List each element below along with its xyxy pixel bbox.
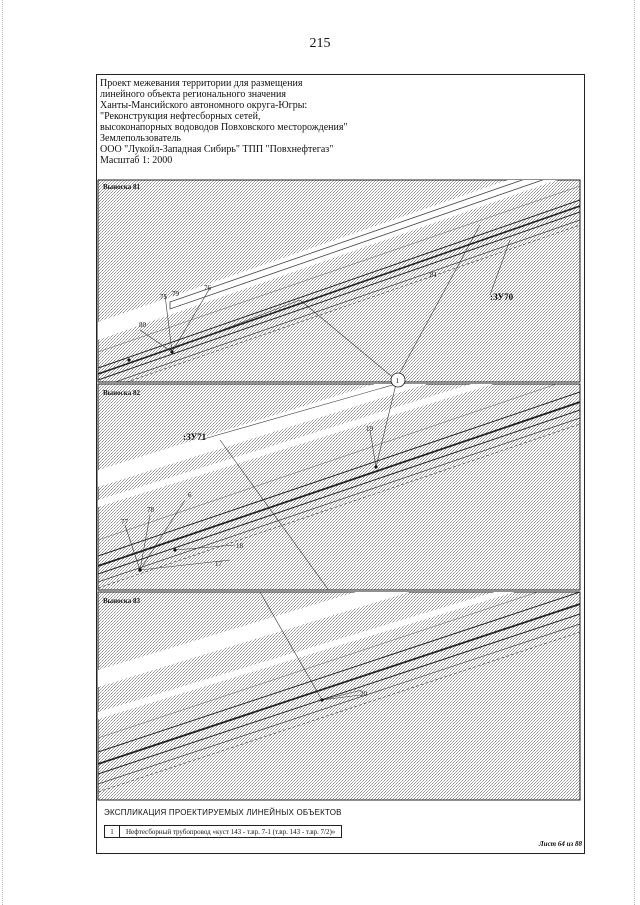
inset-frame [98,180,580,382]
scale-text: Масштаб 1: 2000 [100,155,173,166]
point-label: 78 [147,506,154,514]
point-label: 17 [215,560,222,568]
inset-label: Выноска 83 [103,597,140,605]
title-line: "Реконструкция нефтесборных сетей, [100,111,261,122]
point-label: 77 [121,518,128,526]
title-line: линейного объекта регионального значения [100,89,286,100]
point-label: 18 [236,542,243,550]
legend [104,808,564,836]
title-line: Проект межевания территории для размещения [100,78,303,89]
legend-text: Нефтесборный трубопровод «куст 143 - т.вр. 7-1 (т.вр. 143 - т.вр. 7/2)» [126,827,336,836]
point-label: 79 [172,290,179,298]
inset-label: Выноска 82 [103,389,140,397]
legend-row [104,825,342,838]
callout-number: 1 [395,377,399,385]
inset-frame [98,384,580,590]
point-label: 19 [366,425,373,433]
page-number: 215 [309,36,331,51]
legend-title: ЭКСПЛИКАЦИЯ ПРОЕКТИРУЕМЫХ ЛИНЕЙНЫХ ОБЪЕКТОВ [104,808,342,817]
legend-number: 1 [105,826,120,837]
point-label: 81 [430,271,437,279]
zone-label: :ЗУ70 [490,292,514,302]
inset-81 [98,155,580,392]
title-line: Землепользователь [100,133,181,144]
point-label: 80 [139,321,146,329]
point-label: 75 [160,293,167,301]
inset-label: Выноска 81 [103,183,140,191]
point-label: 20 [360,690,367,698]
title-line: высоконапорных водоводов Повховского месторождения" [100,122,348,133]
title-line: ООО "Лукойл-Западная Сибирь" ТПП "Повхнефтегаз" [100,144,334,155]
zone-label: :ЗУ71 [183,432,207,442]
point-label: 6 [188,491,192,499]
point-label: 76 [204,284,211,292]
sheet-number: Лист 64 из 88 [538,840,582,848]
title-line: Ханты-Мансийского автономного округа-Югры: [100,100,308,111]
